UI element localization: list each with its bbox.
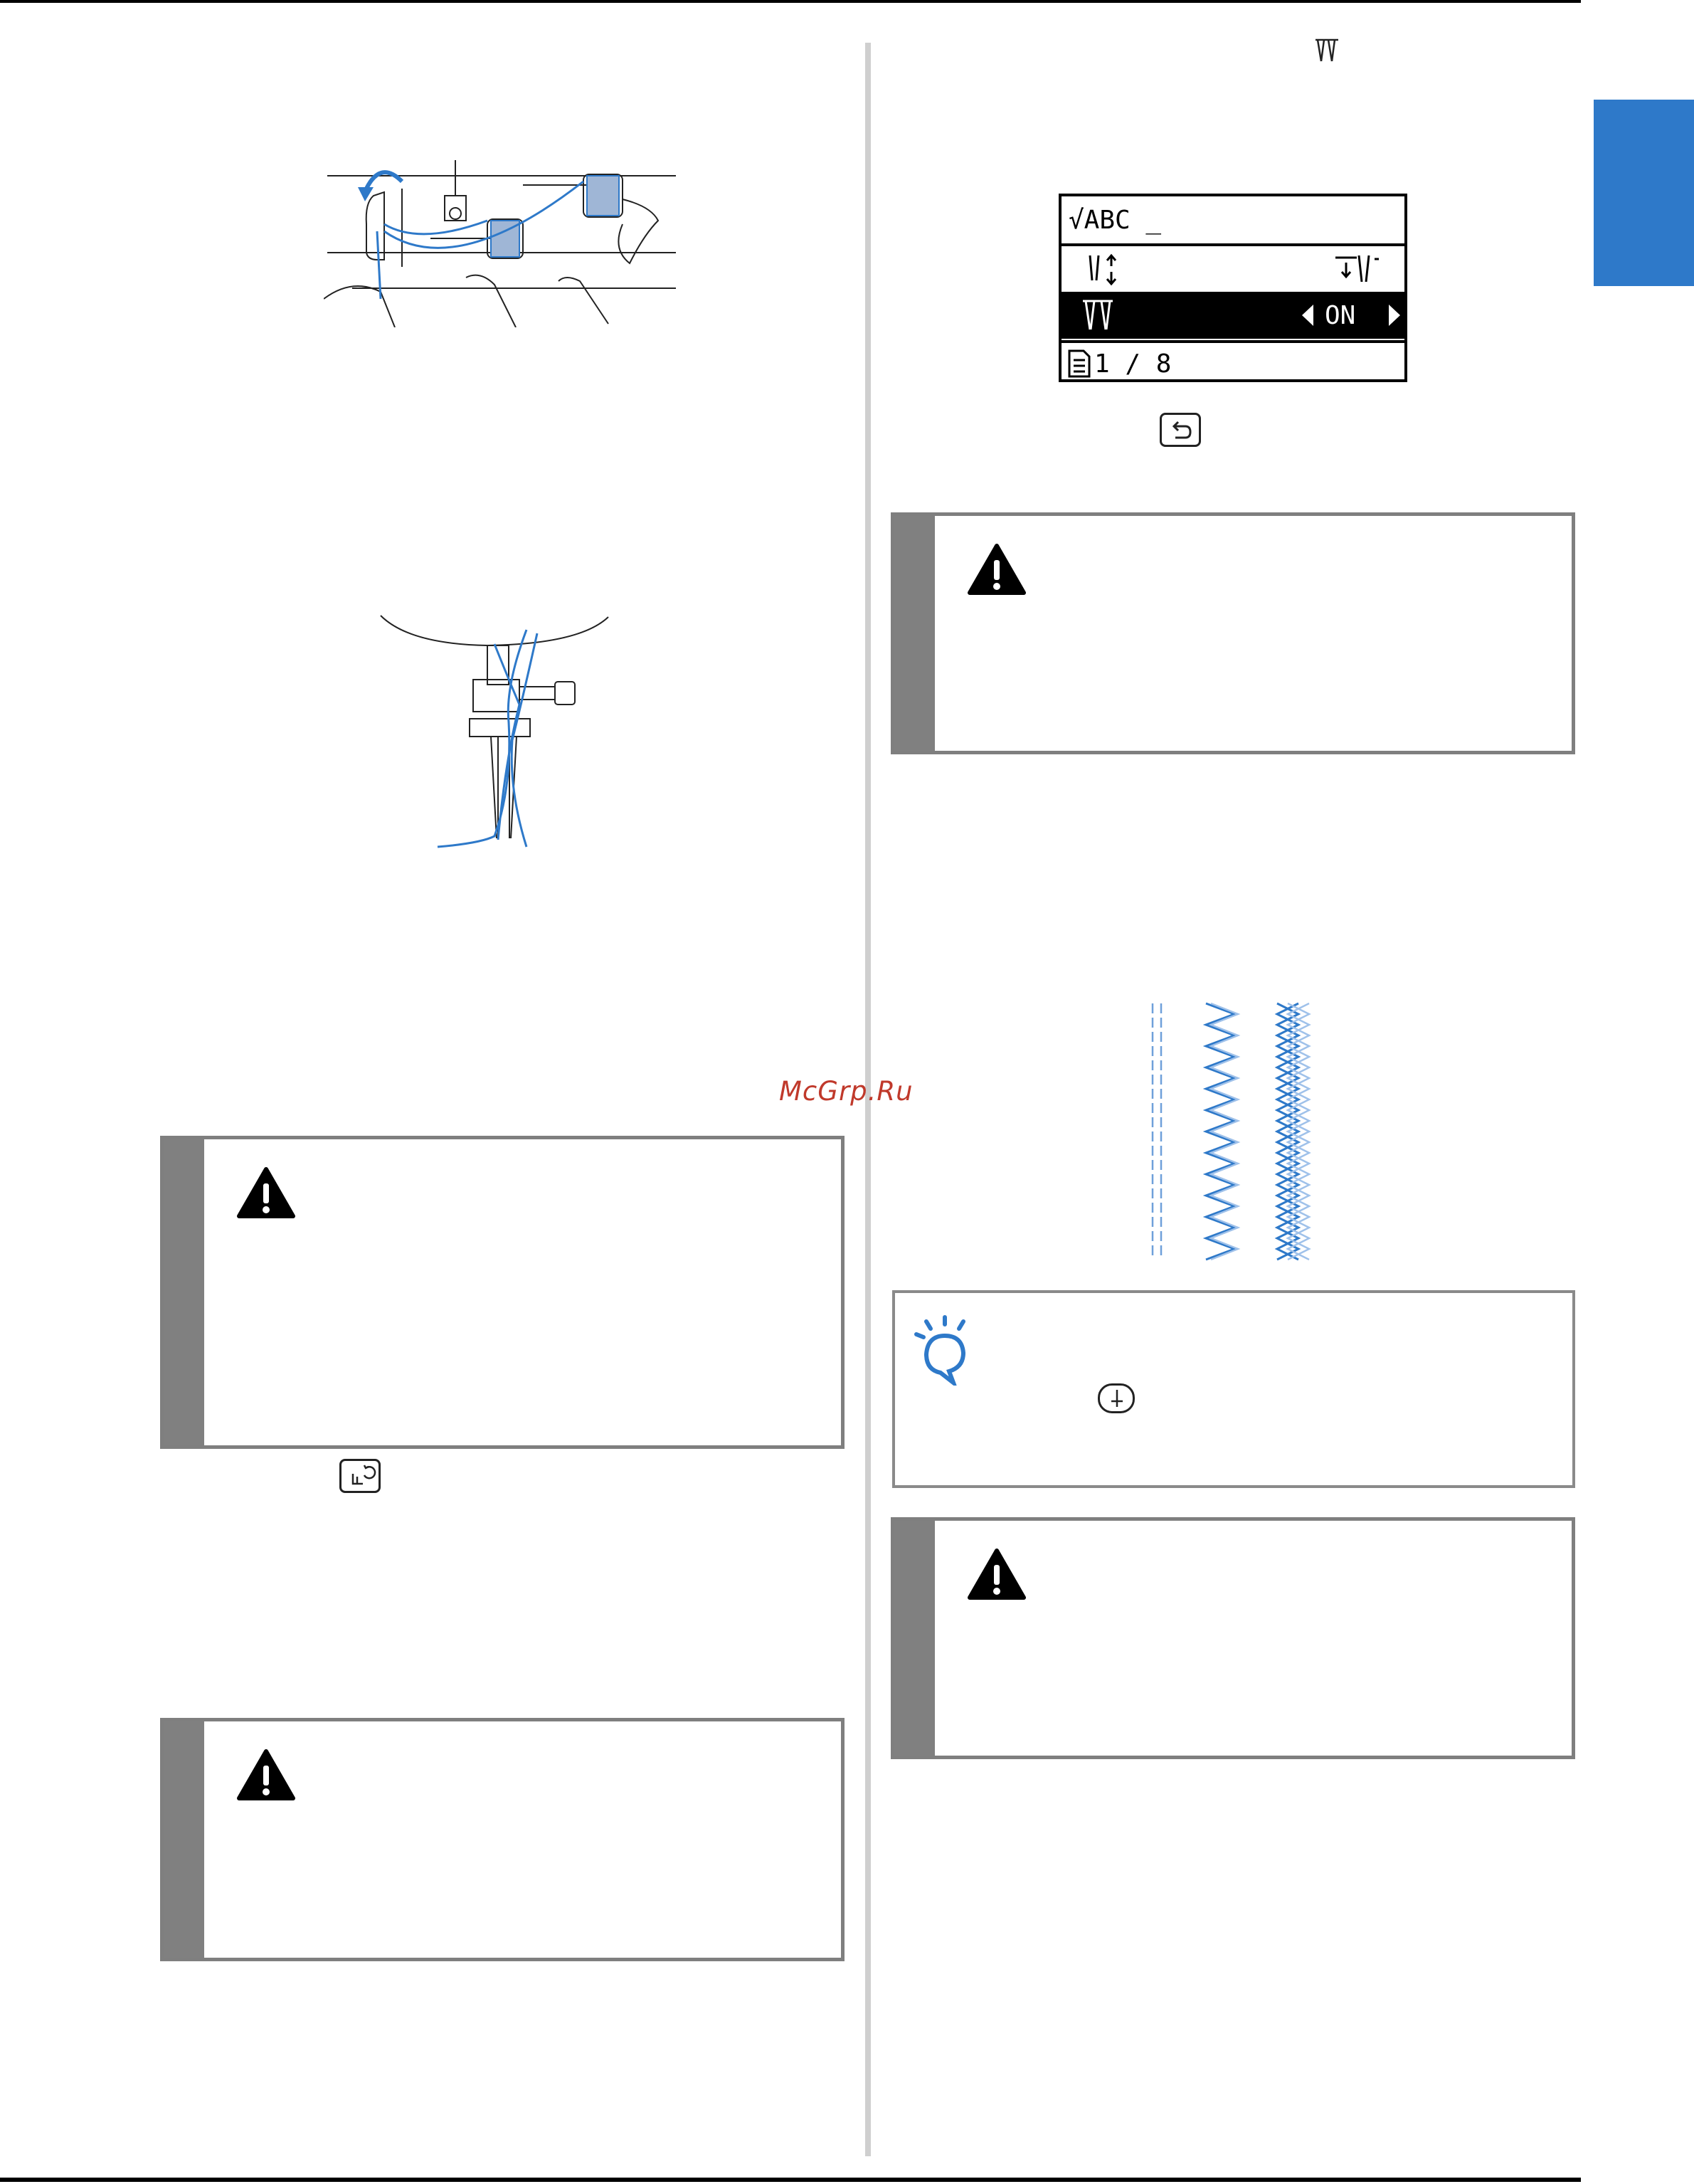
caution-bar xyxy=(164,1721,204,1958)
page-indicator: 1 / 8 xyxy=(1094,349,1172,379)
lcd-screen xyxy=(1059,194,1407,382)
arrow-left-icon[interactable] xyxy=(1301,305,1315,326)
watermark: McGrp.Ru xyxy=(779,1076,914,1107)
caution-box-3 xyxy=(160,1136,845,1449)
memo-box xyxy=(892,1290,1575,1488)
needle-position-key-icon[interactable] xyxy=(1098,1383,1135,1413)
lightbulb-note-icon xyxy=(914,1314,978,1386)
caution-bar xyxy=(894,516,935,751)
caution-bar xyxy=(894,1521,935,1756)
lcd-needle-stop-row[interactable] xyxy=(1062,246,1404,292)
caution-box-2 xyxy=(891,1517,1575,1759)
page-icon xyxy=(1067,349,1091,379)
caution-bar xyxy=(164,1139,204,1445)
back-key-icon[interactable] xyxy=(1160,413,1201,447)
twin-needle-setting-value: ON xyxy=(1325,301,1356,330)
thread-guide-illustration xyxy=(324,146,679,327)
needle-pivot-icon xyxy=(1332,252,1382,287)
warning-triangle-icon xyxy=(236,1166,296,1219)
twin-needle-icon xyxy=(1080,297,1123,334)
caution-box-4 xyxy=(160,1718,845,1961)
presser-foot-key-icon[interactable] xyxy=(339,1459,381,1493)
bottom-rule xyxy=(0,2178,1581,2182)
warning-triangle-icon xyxy=(967,1548,1027,1600)
lcd-header-row xyxy=(1062,196,1404,246)
arrow-right-icon[interactable] xyxy=(1387,305,1402,326)
top-rule xyxy=(0,0,1581,3)
twin-needle-illustration xyxy=(377,612,633,858)
lcd-page-row xyxy=(1062,340,1404,384)
caution-box xyxy=(891,512,1575,754)
lcd-header-text: √ABC _ xyxy=(1069,206,1162,235)
needle-up-down-icon xyxy=(1083,252,1126,287)
chapter-side-tab xyxy=(1594,100,1694,286)
warning-triangle-icon xyxy=(236,1748,296,1801)
lcd-twin-needle-row[interactable] xyxy=(1062,292,1404,339)
stitch-samples-illustration xyxy=(1138,1000,1323,1263)
twin-needle-icon xyxy=(1313,37,1341,65)
warning-triangle-icon xyxy=(967,543,1027,596)
